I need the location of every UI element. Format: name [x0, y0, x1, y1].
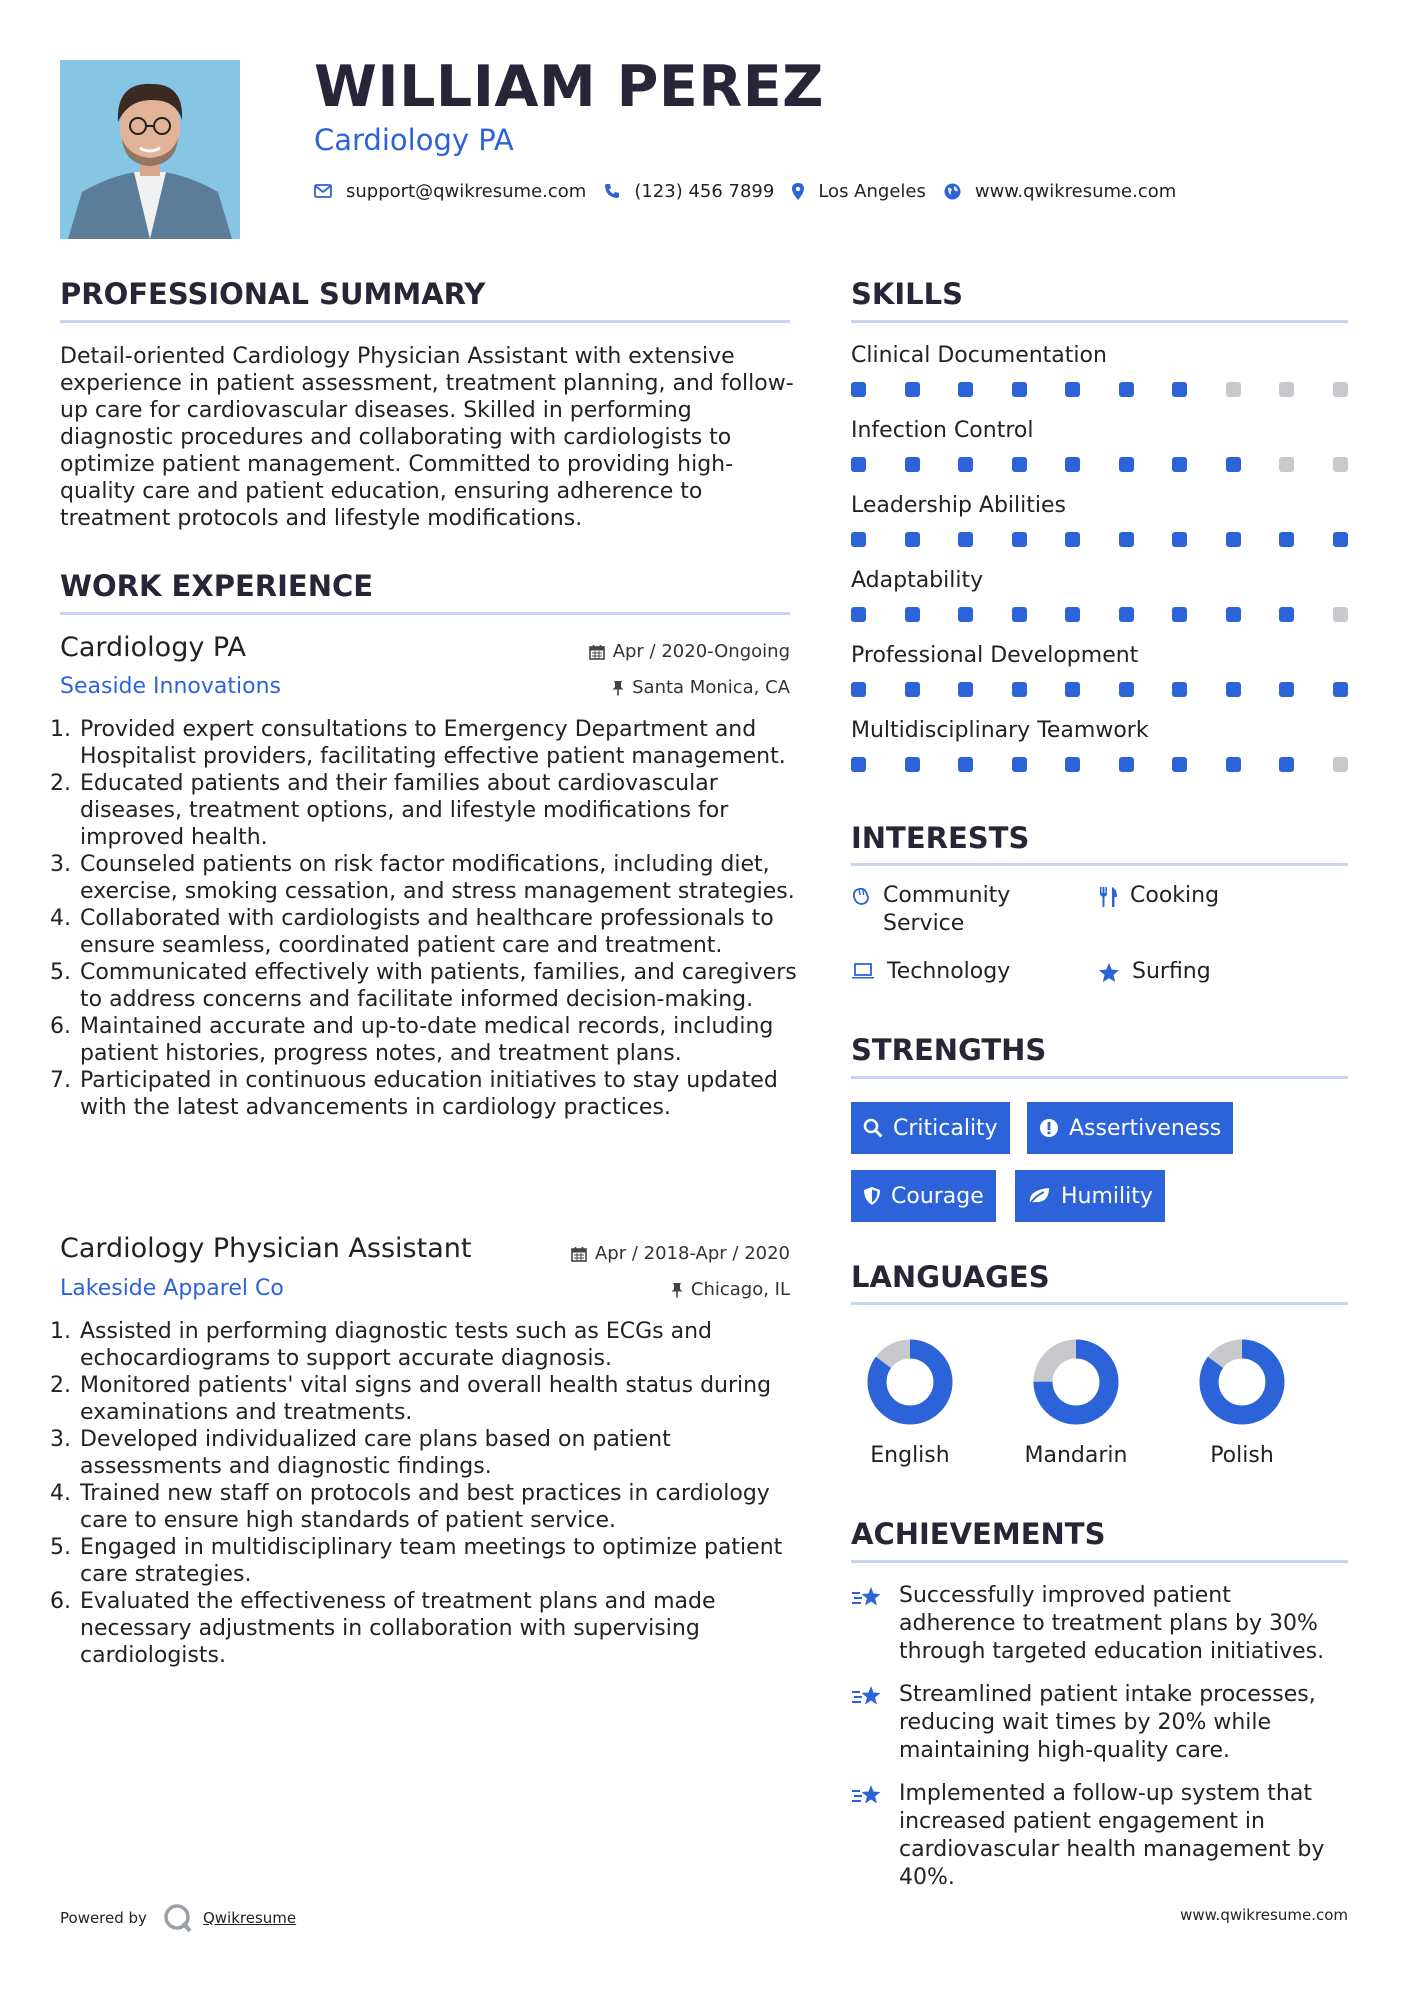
language-ring	[867, 1339, 953, 1425]
contact-email[interactable]	[314, 181, 586, 202]
skill-dot-empty	[1279, 457, 1294, 472]
skill-name: Professional Development	[851, 643, 1139, 668]
powered-by-label: Powered by	[60, 1909, 147, 1927]
skill-dot-filled	[1119, 682, 1134, 697]
star-icon	[1098, 962, 1120, 984]
skill-name: Multidisciplinary Teamwork	[851, 718, 1149, 743]
job-dates	[589, 641, 790, 662]
skill-dot-filled	[1119, 532, 1134, 547]
skill-name: Adaptability	[851, 568, 984, 593]
job-dates-text: Apr / 2018-Apr / 2020	[594, 1243, 790, 1264]
globe-icon	[944, 183, 961, 200]
skill-dot-filled	[1172, 457, 1187, 472]
job-bullet: 5. Communicated effectively with patients, families, and caregivers to address concerns and facilitate informed decision-making.	[78, 959, 818, 1013]
interest-label: Surfing	[1132, 959, 1211, 984]
skill-dot-filled	[905, 532, 920, 547]
shooting-star-icon	[851, 1683, 885, 1709]
job-bullet: 1. Assisted in performing diagnostic tests such as ECGs and echocardiograms to support accurate diagnosis.	[78, 1318, 818, 1372]
footer-powered-by	[60, 1903, 296, 1933]
achievement-item	[851, 1681, 1351, 1765]
achievement-item	[851, 1780, 1351, 1892]
job-bullets	[60, 1318, 818, 1669]
skill-dot-filled	[905, 382, 920, 397]
skill-dot-filled	[1172, 532, 1187, 547]
contact-bar	[314, 178, 1194, 204]
skill-dot-filled	[1279, 532, 1294, 547]
skill-dot-filled	[1012, 457, 1027, 472]
skill-dot-filled	[1065, 682, 1080, 697]
strength-badge	[1015, 1170, 1165, 1222]
language-name: English	[870, 1443, 950, 1468]
job-bullet: 3. Counseled patients on risk factor modifications, including diet, exercise, smoking cessation, and stress management strategies.	[78, 851, 818, 905]
hand-holding-icon	[851, 886, 871, 906]
summary-divider	[60, 320, 790, 323]
interest-label: Cooking	[1130, 883, 1220, 908]
interest-label: Technology	[887, 959, 1011, 984]
skill-dot-filled	[958, 457, 973, 472]
skill-rating	[851, 682, 1348, 697]
contact-phone[interactable]	[604, 181, 774, 202]
strength-badge	[851, 1102, 1010, 1154]
interest-label: Community Service	[883, 883, 1011, 936]
skill-rating	[851, 532, 1348, 547]
skill-dot-filled	[851, 757, 866, 772]
skill-dot-filled	[1172, 757, 1187, 772]
qwikresume-link[interactable]: Qwikresume	[202, 1909, 297, 1927]
strengths-divider	[851, 1076, 1348, 1079]
skill-rating	[851, 757, 1348, 772]
interest-item	[851, 958, 1051, 986]
achievement-text: Successfully improved patient adherence to treatment plans by 30% through targeted education initiatives.	[899, 1583, 1325, 1664]
calendar-icon	[571, 1246, 587, 1262]
language-ring	[1033, 1339, 1119, 1425]
job-location-text: Chicago, IL	[690, 1279, 790, 1300]
skill-dot-filled	[905, 457, 920, 472]
skill-dot-filled	[851, 532, 866, 547]
candidate-role: Cardiology PA	[314, 123, 514, 157]
job-bullet: 6. Evaluated the effectiveness of treatment plans and made necessary adjustments in collaboration with supervising cardiologists.	[78, 1588, 818, 1669]
strength-label: Assertiveness	[1069, 1115, 1222, 1141]
contact-location-text: Los Angeles	[818, 180, 926, 202]
language-name: Polish	[1210, 1443, 1274, 1468]
skill-dot-filled	[1065, 532, 1080, 547]
job-location	[671, 1279, 790, 1300]
skill-dot-empty	[1333, 757, 1348, 772]
skill-dot-filled	[1065, 757, 1080, 772]
skill-dot-filled	[1226, 607, 1241, 622]
skill-dot-filled	[851, 682, 866, 697]
achievements-divider	[851, 1560, 1348, 1563]
utensils-icon	[1098, 886, 1118, 908]
achievement-text: Implemented a follow-up system that increased patient engagement in cardiovascular health management by 40%.	[899, 1781, 1325, 1890]
interest-item	[851, 882, 1051, 938]
map-pin-icon	[792, 183, 804, 200]
calendar-icon	[589, 644, 605, 660]
skill-dot-filled	[958, 757, 973, 772]
job-bullet: 4. Trained new staff on protocols and best practices in cardiology care to ensure high standards of patient service.	[78, 1480, 818, 1534]
envelope-icon	[314, 184, 332, 198]
strength-label: Courage	[891, 1183, 984, 1209]
job-location	[612, 677, 790, 698]
job-location-text: Santa Monica, CA	[632, 677, 790, 698]
achievements-heading: ACHIEVEMENTS	[851, 1517, 1106, 1551]
skill-dot-filled	[851, 457, 866, 472]
qwikresume-logo-icon	[163, 1903, 193, 1933]
skill-dot-empty	[1333, 607, 1348, 622]
strength-label: Humility	[1061, 1183, 1153, 1209]
search-icon	[863, 1118, 883, 1138]
leaf-icon	[1027, 1186, 1051, 1206]
job-company: Seaside Innovations	[60, 674, 281, 699]
skill-dot-filled	[1119, 382, 1134, 397]
skill-dot-empty	[1333, 457, 1348, 472]
language-name: Mandarin	[1024, 1443, 1128, 1468]
skills-heading: SKILLS	[851, 277, 963, 311]
shooting-star-icon	[851, 1584, 885, 1610]
job-dates-text: Apr / 2020-Ongoing	[612, 641, 790, 662]
languages-heading: LANGUAGES	[851, 1260, 1050, 1294]
achievement-text: Streamlined patient intake processes, reducing wait times by 20% while maintaining high-quality care.	[899, 1682, 1316, 1763]
skill-dot-filled	[1279, 607, 1294, 622]
skill-rating	[851, 607, 1348, 622]
skill-dot-filled	[1065, 382, 1080, 397]
skill-dot-filled	[1333, 682, 1348, 697]
skill-rating	[851, 457, 1348, 472]
strengths-heading: STRENGTHS	[851, 1033, 1047, 1067]
job-bullet: 7. Participated in continuous education initiatives to stay updated with the latest advancements in cardiology practices.	[78, 1067, 818, 1121]
skill-dot-filled	[905, 607, 920, 622]
skill-dot-filled	[905, 757, 920, 772]
job-company: Lakeside Apparel Co	[60, 1276, 284, 1301]
skill-dot-filled	[1279, 757, 1294, 772]
profile-photo	[60, 60, 240, 239]
skill-dot-empty	[1226, 382, 1241, 397]
interests-heading: INTERESTS	[851, 821, 1030, 855]
skill-dot-filled	[1226, 532, 1241, 547]
skill-dot-filled	[958, 607, 973, 622]
language-ring	[1199, 1339, 1285, 1425]
skill-dot-filled	[1012, 757, 1027, 772]
shooting-star-icon	[851, 1782, 885, 1808]
contact-email-text: support@qwikresume.com	[346, 180, 587, 202]
skill-dot-empty	[1279, 382, 1294, 397]
job-title: Cardiology Physician Assistant	[60, 1233, 472, 1264]
skill-dot-filled	[1119, 757, 1134, 772]
job-bullets	[60, 716, 818, 1121]
job-bullet: 4. Collaborated with cardiologists and healthcare professionals to ensure seamless, coordinated patient care and treatment.	[78, 905, 818, 959]
skill-dot-filled	[1012, 607, 1027, 622]
interest-item	[1098, 958, 1298, 986]
skill-dot-filled	[958, 382, 973, 397]
job-bullet: 2. Monitored patients' vital signs and overall health status during examinations and treatments.	[78, 1372, 818, 1426]
skill-dot-filled	[1226, 682, 1241, 697]
job-bullet: 5. Engaged in multidisciplinary team meetings to optimize patient care strategies.	[78, 1534, 818, 1588]
job-bullet: 1. Provided expert consultations to Emergency Department and Hospitalist providers, facilitating effective patient management.	[78, 716, 818, 770]
skill-dot-filled	[1119, 607, 1134, 622]
job-bullet: 3. Developed individualized care plans based on patient assessments and diagnostic findings.	[78, 1426, 818, 1480]
skill-dot-filled	[1226, 457, 1241, 472]
experience-divider	[60, 612, 790, 615]
skill-dot-filled	[958, 532, 973, 547]
skill-dot-filled	[958, 682, 973, 697]
strength-badge	[851, 1170, 996, 1222]
interests-divider	[851, 863, 1348, 866]
skill-dot-filled	[1172, 682, 1187, 697]
skill-dot-filled	[1119, 457, 1134, 472]
exclamation-circle-icon	[1039, 1118, 1059, 1138]
shield-icon	[863, 1186, 881, 1206]
skill-rating	[851, 382, 1348, 397]
skill-dot-filled	[1065, 457, 1080, 472]
skills-divider	[851, 320, 1348, 323]
skill-dot-filled	[851, 382, 866, 397]
strength-label: Criticality	[893, 1115, 998, 1141]
skill-name: Leadership Abilities	[851, 493, 1066, 518]
job-dates	[571, 1243, 790, 1264]
strength-badge	[1027, 1102, 1233, 1154]
skill-dot-filled	[905, 682, 920, 697]
job-title: Cardiology PA	[60, 632, 246, 663]
skill-dot-filled	[1226, 757, 1241, 772]
pushpin-icon	[671, 1282, 683, 1298]
summary-heading: PROFESSIONAL SUMMARY	[60, 277, 486, 311]
skill-dot-filled	[1065, 607, 1080, 622]
job-bullet: 6. Maintained accurate and up-to-date medical records, including patient histories, progress notes, and treatment plans.	[78, 1013, 818, 1067]
skill-name: Clinical Documentation	[851, 343, 1107, 368]
pushpin-icon	[612, 680, 624, 696]
skill-dot-filled	[1012, 682, 1027, 697]
phone-icon	[604, 183, 620, 199]
languages-divider	[851, 1302, 1348, 1305]
laptop-icon	[851, 962, 875, 980]
contact-website[interactable]	[944, 181, 1176, 202]
skill-dot-empty	[1333, 382, 1348, 397]
interest-item	[1098, 882, 1298, 910]
summary-text: Detail-oriented Cardiology Physician Assistant with extensive experience in patient assessment, treatment planning, and follow-up care for cardiovascular diseases. Skilled in performing diagnostic procedures and collaborating with cardiologists to optimize patient management. Committed to providing high-quality care and patient education, ensuring adherence to treatment protocols and lifestyle modifications.	[60, 344, 794, 531]
skill-dot-filled	[1012, 532, 1027, 547]
job-bullet: 2. Educated patients and their families about cardiovascular diseases, treatment options, and lifestyle modifications for improved health.	[78, 770, 818, 851]
skill-dot-filled	[1279, 682, 1294, 697]
contact-website-text: www.qwikresume.com	[974, 180, 1177, 202]
skill-dot-filled	[851, 607, 866, 622]
achievement-item	[851, 1582, 1351, 1666]
skill-name: Infection Control	[851, 418, 1034, 443]
candidate-name: WILLIAM PEREZ	[314, 54, 824, 120]
skill-dot-filled	[1172, 607, 1187, 622]
experience-heading: WORK EXPERIENCE	[60, 569, 374, 603]
contact-phone-text: (123) 456 7899	[634, 180, 775, 202]
footer-website[interactable]: www.qwikresume.com	[1180, 1906, 1348, 1924]
skill-dot-filled	[1333, 532, 1348, 547]
contact-location	[792, 181, 926, 202]
skill-dot-filled	[1012, 382, 1027, 397]
skill-dot-filled	[1172, 382, 1187, 397]
